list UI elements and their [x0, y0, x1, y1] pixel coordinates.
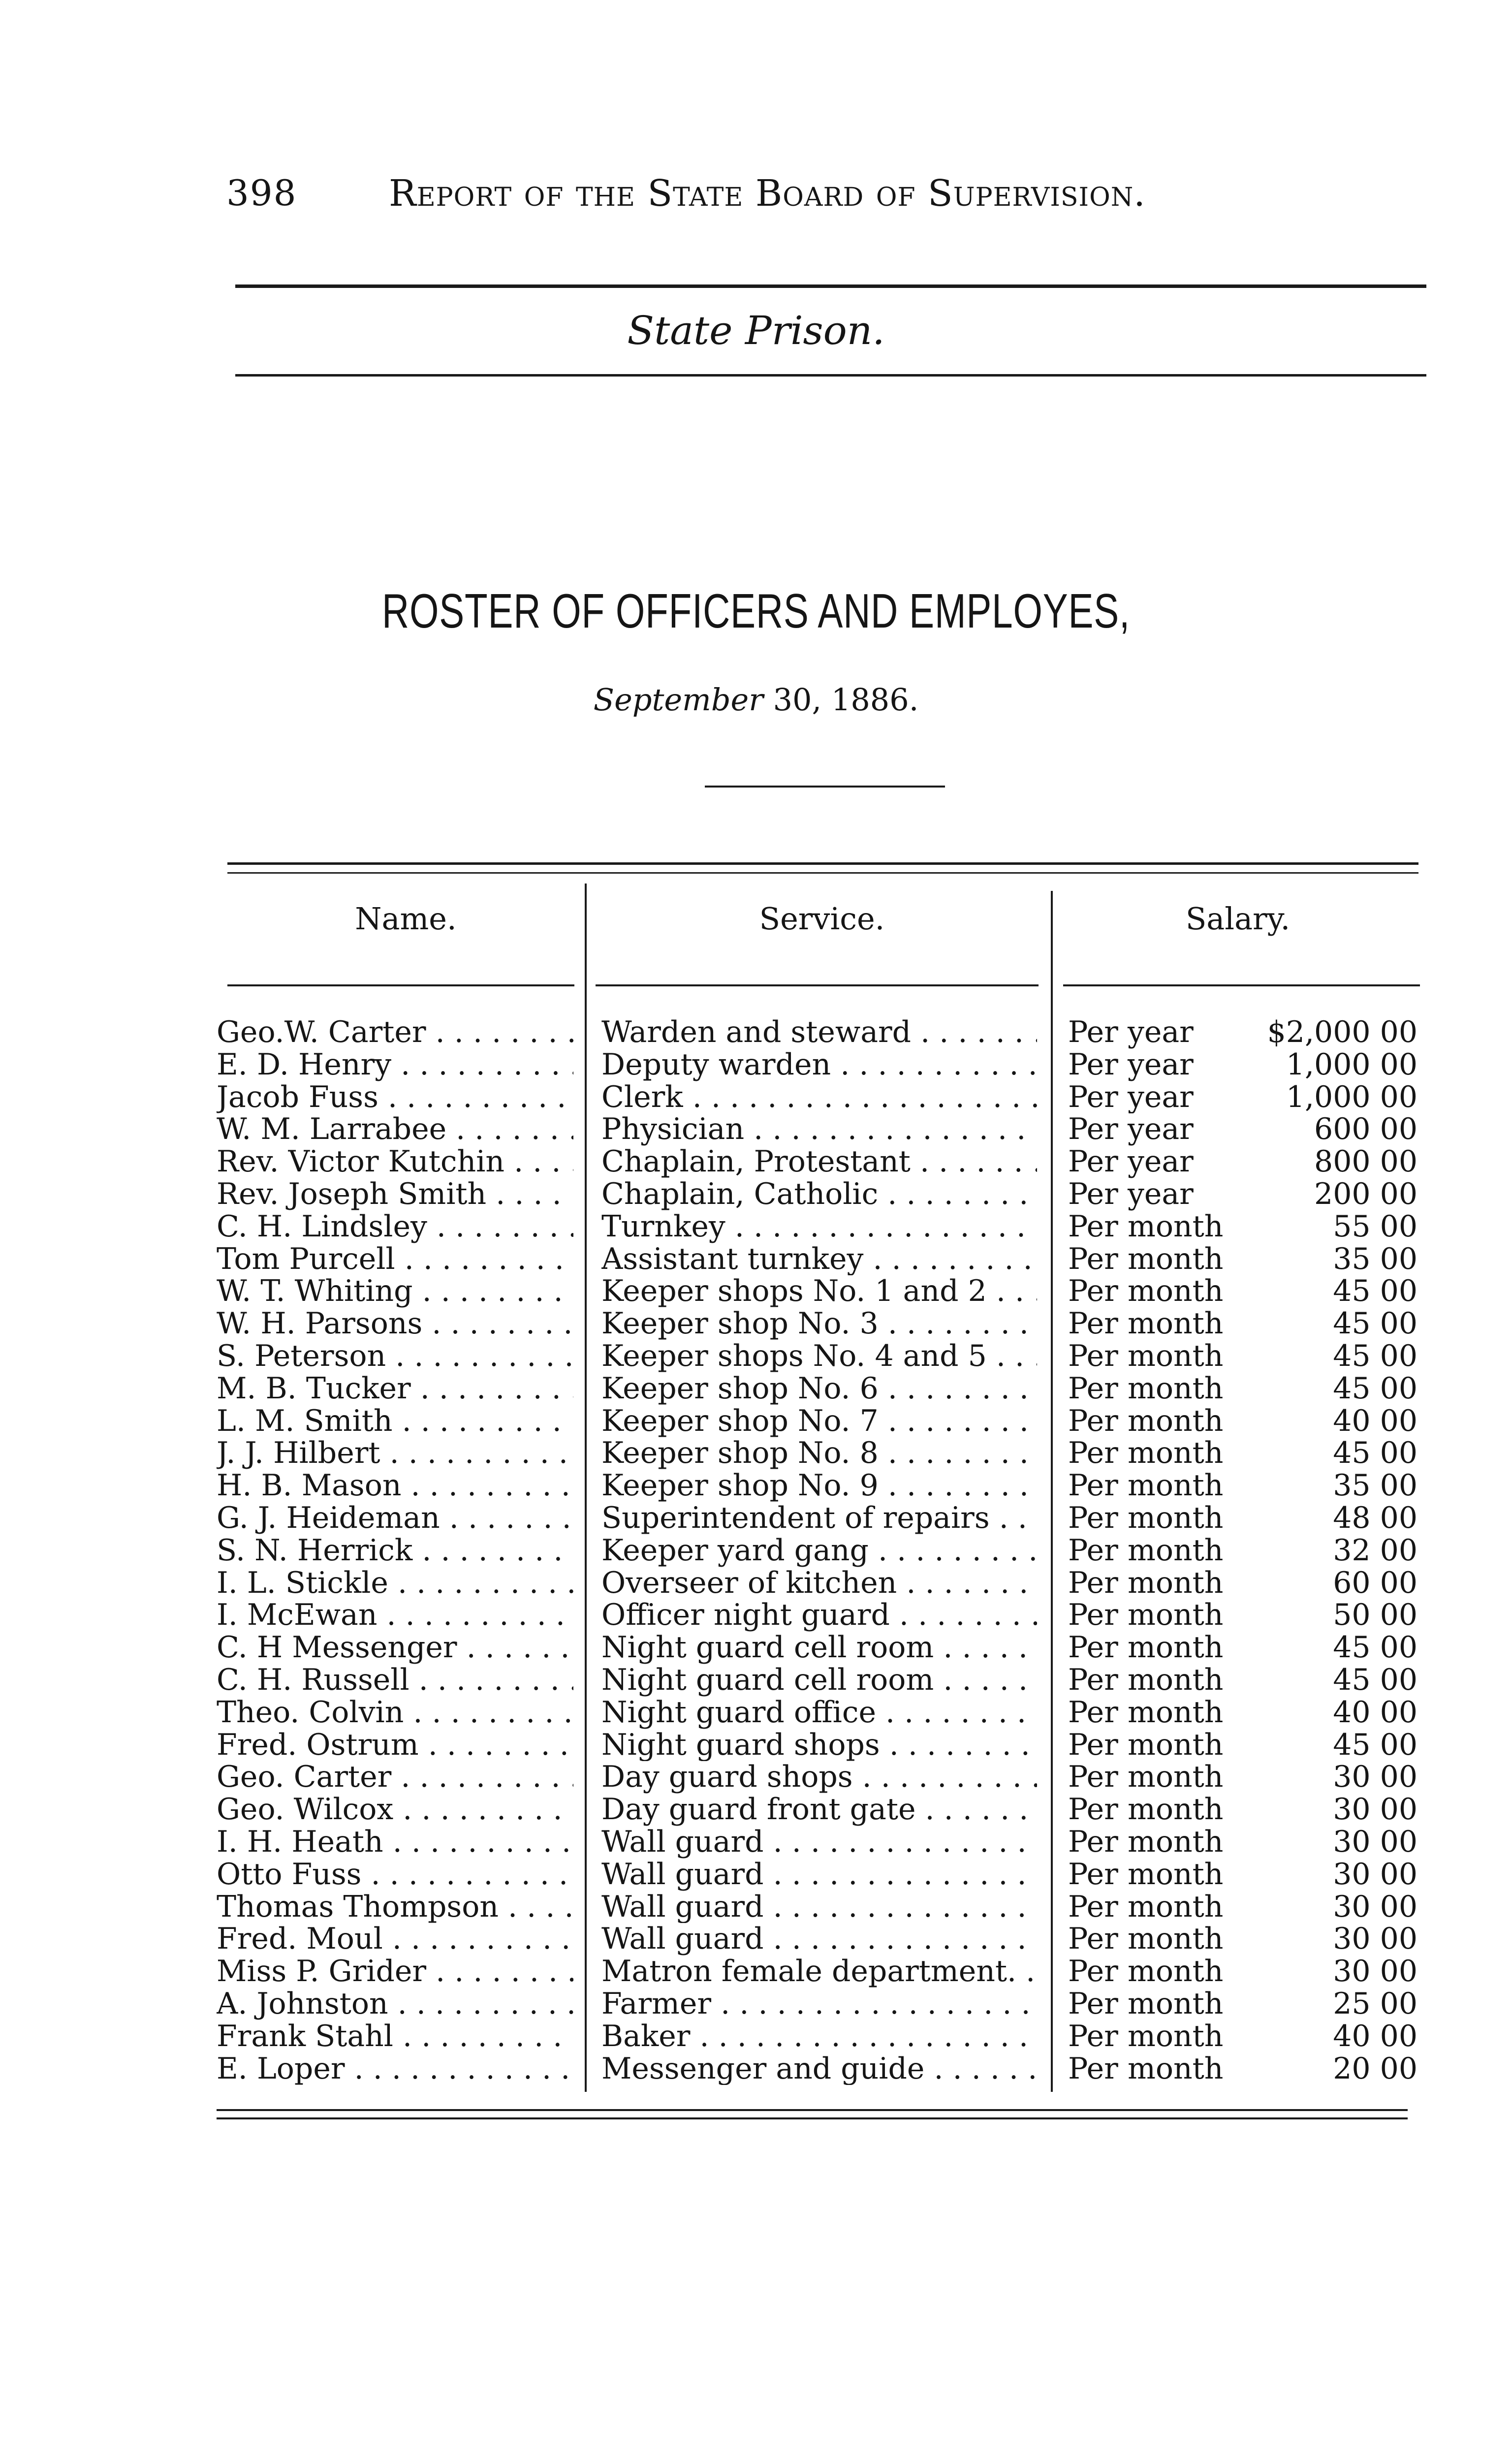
table-row-amount: 32 00 [1333, 1534, 1418, 1567]
table-row-amount: 45 00 [1333, 1632, 1418, 1664]
section-title: State Prison. [627, 308, 885, 353]
table-row-period: Per month [1068, 2020, 1224, 2053]
table-row-period: Per year [1068, 1178, 1194, 1211]
column-divider-1 [585, 883, 587, 2092]
table-row-amount: 60 00 [1333, 1567, 1418, 1600]
table-row-name: G. J. Heideman . . . [217, 1502, 573, 1535]
table-row-name: A. Johnston . . . [217, 1988, 573, 2020]
table-row-period: Per month [1068, 2052, 1224, 2085]
table-row-amount: $2,000 00 [1267, 1016, 1418, 1049]
table-row-amount: 200 00 [1314, 1178, 1418, 1211]
table-row-amount: 30 00 [1333, 1826, 1418, 1859]
table-row-amount: 55 00 [1333, 1210, 1418, 1243]
table-row-service: Keeper shop No. 9 . . . [601, 1470, 1037, 1502]
table-row-name: I. L. Stickle . . . [217, 1567, 573, 1600]
page-header [226, 172, 1437, 226]
table-row-period: Per month [1068, 1988, 1224, 2020]
table-row-service: Wall guard . . . [601, 1891, 1037, 1924]
table-row-name: Theo. Colvin . . . [217, 1697, 573, 1729]
table-row-name: Miss P. Grider . . . [217, 1956, 573, 1988]
table-row-amount: 30 00 [1333, 1923, 1418, 1956]
table-bottom-rule-1 [217, 2109, 1408, 2111]
table-row-name: Jacob Fuss . . . [217, 1081, 573, 1114]
table-row-period: Per year [1068, 1081, 1194, 1114]
table-row-name: Geo. Carter . . . [217, 1761, 573, 1794]
table-row-period: Per month [1068, 1826, 1224, 1859]
table-row-name: Geo. Wilcox . . . [217, 1794, 573, 1826]
table-row-amount: 45 00 [1333, 1340, 1418, 1373]
table-row-period: Per month [1068, 1567, 1224, 1600]
table-row-period: Per year [1068, 1113, 1194, 1146]
table-row-service: Baker . . . [601, 2020, 1037, 2053]
table-top-rule-2 [227, 872, 1418, 874]
name-header-underline [227, 984, 574, 986]
table-row-service: Assistant turnkey . . . [601, 1243, 1037, 1276]
table-row-period: Per year [1068, 1016, 1194, 1049]
table-row-period: Per month [1068, 1632, 1224, 1664]
table-row-period: Per month [1068, 1437, 1224, 1470]
roster-date-rest: 30, 1886. [773, 682, 919, 718]
table-row-service: Officer night guard . . . [601, 1599, 1037, 1632]
table-row-service: Keeper shop No. 3 . . . [601, 1308, 1037, 1340]
table-row-service: Deputy warden . . . [601, 1049, 1037, 1081]
column-divider-2 [1051, 891, 1053, 2092]
table-row-service: Matron female department. . . . [601, 1956, 1037, 1988]
table-row-service: Wall guard . . . [601, 1859, 1037, 1891]
table-row-amount: 45 00 [1333, 1308, 1418, 1340]
table-row-amount: 48 00 [1333, 1502, 1418, 1535]
table-row-period: Per month [1068, 1664, 1224, 1697]
table-row-period: Per month [1068, 1956, 1224, 1988]
table-bottom-rule-2 [217, 2117, 1408, 2119]
table-row-period: Per month [1068, 1794, 1224, 1826]
table-row-amount: 600 00 [1314, 1113, 1418, 1146]
table-row-name: E. D. Henry . . . [217, 1049, 573, 1081]
table-row-amount: 45 00 [1333, 1729, 1418, 1762]
table-row-name: L. M. Smith . . . [217, 1405, 573, 1438]
table-row-name: I. McEwan . . . [217, 1599, 573, 1632]
table-row-amount: 35 00 [1333, 1243, 1418, 1276]
table-row-amount: 45 00 [1333, 1664, 1418, 1697]
table-row-period: Per month [1068, 1696, 1224, 1729]
table-row-name: Geo.W. Carter . . . [217, 1016, 573, 1049]
table-row-amount: 800 00 [1314, 1146, 1418, 1178]
salary-header-underline [1063, 984, 1420, 986]
page-number: 398 [226, 172, 297, 214]
table-row-amount: 35 00 [1333, 1470, 1418, 1502]
table-row-service: Keeper shops No. 1 and 2 . . . [601, 1275, 1037, 1308]
table-row-name: S. Peterson . . . [217, 1340, 573, 1373]
table-row-amount: 1,000 00 [1286, 1081, 1418, 1114]
table-row-period: Per month [1068, 1534, 1224, 1567]
table-row-service: Wall guard . . . [601, 1826, 1037, 1859]
title-divider [705, 786, 945, 788]
table-row-amount: 40 00 [1333, 2020, 1418, 2053]
table-row-name: E. Loper . . . [217, 2053, 573, 2085]
table-top-rule-1 [227, 862, 1418, 865]
table-row-period: Per month [1068, 1761, 1224, 1794]
table-row-service: Keeper shop No. 6 . . . [601, 1373, 1037, 1405]
table-row-name: Rev. Victor Kutchin . . . [217, 1146, 573, 1178]
table-row-service: Keeper shop No. 8 . . . [601, 1437, 1037, 1470]
table-row-name: Fred. Ostrum . . . [217, 1729, 573, 1762]
table-row-service: Physician . . . [601, 1113, 1037, 1146]
table-row-period: Per month [1068, 1308, 1224, 1340]
table-row-service: Wall guard . . . [601, 1923, 1037, 1956]
running-title: Report of the State Board of Supervision. [389, 172, 1146, 215]
table-row-service: Night guard shops . . . [601, 1729, 1037, 1762]
table-row-name: C. H Messenger . . . [217, 1632, 573, 1664]
table-row-amount: 30 00 [1333, 1858, 1418, 1891]
period-column [1068, 1016, 1235, 2085]
table-row-period: Per month [1068, 1210, 1224, 1243]
header-rule-bottom [235, 374, 1426, 377]
table-row-name: W. H. Parsons . . . [217, 1308, 573, 1340]
table-row-name: W. T. Whiting . . . [217, 1275, 573, 1308]
table-row-name: Tom Purcell . . . [217, 1243, 573, 1276]
table-row-service: Messenger and guide . . . [601, 2053, 1037, 2085]
table-row-service: Superintendent of repairs . . . [601, 1502, 1037, 1535]
table-row-service: Day guard shops . . . [601, 1761, 1037, 1794]
service-header-underline [596, 984, 1039, 986]
table-row-period: Per month [1068, 1243, 1224, 1276]
table-row-name: H. B. Mason . . . [217, 1470, 573, 1502]
table-row-service: Keeper yard gang . . . [601, 1535, 1037, 1567]
table-row-name: Thomas Thompson . . . [217, 1891, 573, 1924]
service-column [601, 1016, 1037, 2085]
table-row-name: I. H. Heath . . . [217, 1826, 573, 1859]
table-row-period: Per month [1068, 1470, 1224, 1502]
table-row-service: Keeper shop No. 7 . . . [601, 1405, 1037, 1438]
column-header-salary: Salary. [1185, 901, 1291, 937]
table-row-amount: 30 00 [1333, 1761, 1418, 1794]
table-row-period: Per year [1068, 1048, 1194, 1081]
table-row-service: Keeper shops No. 4 and 5 . . . [601, 1340, 1037, 1373]
table-row-name: C. H. Russell . . . [217, 1664, 573, 1697]
table-row-amount: 25 00 [1333, 1988, 1418, 2020]
name-column [217, 1016, 573, 2085]
amount-column [1240, 1016, 1418, 2085]
table-row-period: Per month [1068, 1599, 1224, 1632]
table-row-period: Per month [1068, 1340, 1224, 1373]
table-row-amount: 50 00 [1333, 1599, 1418, 1632]
table-row-service: Night guard office . . . [601, 1697, 1037, 1729]
table-row-period: Per month [1068, 1502, 1224, 1535]
table-row-period: Per month [1068, 1858, 1224, 1891]
table-row-amount: 45 00 [1333, 1372, 1418, 1405]
table-row-amount: 30 00 [1333, 1794, 1418, 1826]
column-header-name: Name. [355, 901, 457, 937]
table-row-amount: 20 00 [1333, 2052, 1418, 2085]
table-row-period: Per month [1068, 1891, 1224, 1924]
header-rule-top [235, 284, 1426, 288]
table-row-amount: 30 00 [1333, 1956, 1418, 1988]
table-row-service: Night guard cell room . . . [601, 1664, 1037, 1697]
table-row-service: Chaplain, Protestant . . . [601, 1146, 1037, 1178]
table-row-period: Per month [1068, 1923, 1224, 1956]
roster-title: ROSTER OF OFFICERS AND EMPLOYES, [381, 584, 1131, 638]
table-row-period: Per month [1068, 1729, 1224, 1762]
table-row-period: Per month [1068, 1275, 1224, 1308]
table-row-amount: 45 00 [1333, 1275, 1418, 1308]
roster-date-month: September [593, 682, 763, 718]
roster-date [0, 682, 1512, 718]
table-row-name: W. M. Larrabee . . . [217, 1113, 573, 1146]
table-row-period: Per month [1068, 1405, 1224, 1438]
table-row-period: Per month [1068, 1372, 1224, 1405]
table-row-service: Clerk . . . [601, 1081, 1037, 1114]
table-row-name: Frank Stahl . . . [217, 2020, 573, 2053]
table-row-period: Per year [1068, 1146, 1194, 1178]
table-row-name: J. J. Hilbert . . . [217, 1437, 573, 1470]
table-row-name: S. N. Herrick . . . [217, 1535, 573, 1567]
table-row-service: Chaplain, Catholic . . . [601, 1178, 1037, 1211]
table-row-name: C. H. Lindsley . . . [217, 1211, 573, 1243]
table-row-amount: 30 00 [1333, 1891, 1418, 1924]
table-row-service: Warden and steward . . . [601, 1016, 1037, 1049]
table-row-name: M. B. Tucker . . . [217, 1373, 573, 1405]
table-row-service: Night guard cell room . . . [601, 1632, 1037, 1664]
table-row-service: Day guard front gate . . . [601, 1794, 1037, 1826]
table-row-amount: 40 00 [1333, 1405, 1418, 1438]
table-row-service: Turnkey . . . [601, 1211, 1037, 1243]
table-row-name: Rev. Joseph Smith . . . [217, 1178, 573, 1211]
table-row-name: Otto Fuss . . . [217, 1859, 573, 1891]
table-row-name: Fred. Moul . . . [217, 1923, 573, 1956]
table-row-amount: 40 00 [1333, 1696, 1418, 1729]
table-row-service: Farmer . . . [601, 1988, 1037, 2020]
table-row-service: Overseer of kitchen . . . [601, 1567, 1037, 1600]
column-header-service: Service. [759, 901, 885, 937]
table-row-amount: 1,000 00 [1286, 1048, 1418, 1081]
table-row-amount: 45 00 [1333, 1437, 1418, 1470]
